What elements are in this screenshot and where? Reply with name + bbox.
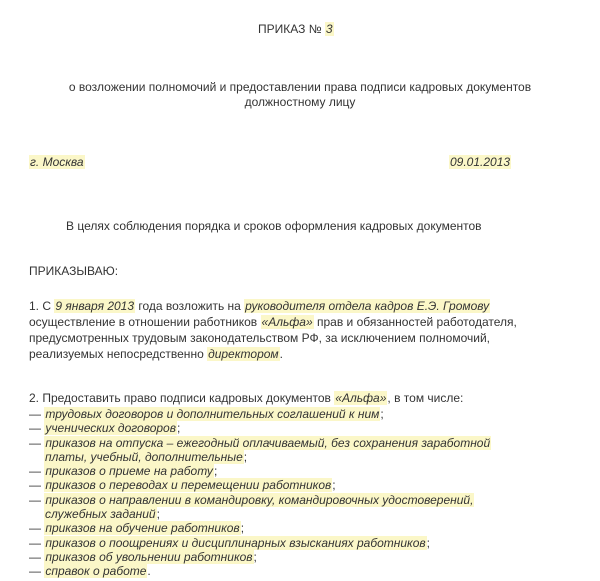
list-item-text: приказов на обучение работников — [45, 521, 240, 536]
item1-line2 — [29, 314, 517, 330]
list-sep: ; — [426, 535, 431, 550]
list-dash: — — [29, 535, 41, 550]
item1-line2-a: осуществление в отношении работников — [29, 315, 261, 329]
item1-text-a: 1. С — [29, 299, 55, 313]
item1-line2-b: прав и обязанностей работодателя, — [313, 315, 517, 329]
list-sep: ; — [176, 421, 181, 436]
list-item-text: справок о работе — [45, 564, 147, 578]
list-dash: — — [29, 407, 41, 421]
list-dash: — — [29, 464, 41, 479]
item1-date: 9 января 2013 — [55, 299, 135, 313]
order-title-prefix: ПРИКАЗ № — [258, 22, 325, 36]
item1-line4-b: . — [279, 347, 283, 361]
item1-person: руководителя отдела кадров Е.Э. Громову — [245, 299, 490, 313]
list-sep: ; — [332, 478, 336, 493]
order-title — [258, 21, 334, 37]
list-sep: ; — [240, 521, 245, 536]
list-item-text: приказов о приеме на работу — [45, 464, 213, 479]
item1-line4 — [29, 346, 283, 362]
list-dash: — — [29, 435, 41, 450]
order-word: ПРИКАЗЫВАЮ: — [29, 264, 119, 278]
order-subject-line-2: должностному лицу — [244, 95, 356, 109]
list-dash: — — [29, 549, 41, 564]
order-number: 3 — [325, 22, 333, 36]
list-dash: — — [29, 564, 41, 578]
list-sep: ; — [253, 549, 257, 564]
list-item-text: приказов о направлении в командировку, командировочных удостоверений, — [45, 492, 474, 507]
list-dash: — — [29, 492, 41, 507]
city — [29, 154, 85, 170]
list-item-text: приказов о поощрениях и дисциплинарных взысканиях работников — [45, 535, 426, 550]
item1-company: «Альфа» — [261, 315, 313, 329]
item2-text-a: 2. Предоставить право подписи кадровых документов — [29, 391, 335, 405]
list-dash: — — [29, 521, 41, 536]
list-item — [29, 563, 151, 579]
list-sep: ; — [213, 464, 218, 479]
order-date — [449, 154, 511, 170]
list-item-text: трудовых договоров и дополнительных соглашений к ним — [45, 407, 380, 421]
item1-line1 — [29, 298, 490, 314]
item1-text-b: года возложить на — [135, 299, 245, 313]
list-item-text: служебных заданий — [45, 506, 156, 521]
city-text: г. Москва — [30, 155, 84, 169]
list-dash: — — [29, 478, 41, 493]
item1-director: директором — [208, 347, 279, 361]
item1-line4-a: реализуемых непосредственно — [29, 347, 208, 361]
list-end: . — [147, 564, 151, 578]
item2-text-b: , в том числе: — [387, 391, 464, 405]
item2-company: «Альфа» — [335, 391, 387, 405]
list-item-text: приказов о переводах и перемещении работников — [45, 478, 332, 493]
list-item-text: ученических договоров — [45, 421, 176, 436]
list-sep: ; — [156, 506, 160, 521]
list-sep: ; — [243, 449, 248, 464]
order-subject-line-1: о возложении полномочий и предоставлении права подписи кадровых документов — [68, 80, 532, 94]
item2-line1 — [29, 390, 463, 406]
list-item-text: платы, учебный, дополнительные — [45, 449, 243, 464]
order-date-text: 09.01.2013 — [450, 155, 511, 169]
list-sep: ; — [380, 407, 384, 421]
item1-line3: предусмотренных трудовым законодательством РФ, за исключением полномочий, — [29, 331, 491, 345]
list-item-text: приказов об увольнении работников — [45, 549, 253, 564]
list-dash: — — [29, 421, 41, 436]
preamble: В целях соблюдения порядка и сроков оформления кадровых документов — [66, 219, 482, 233]
list-item-text: приказов на отпуска – ежегодный оплачиваемый, без сохранения заработной — [45, 435, 491, 450]
